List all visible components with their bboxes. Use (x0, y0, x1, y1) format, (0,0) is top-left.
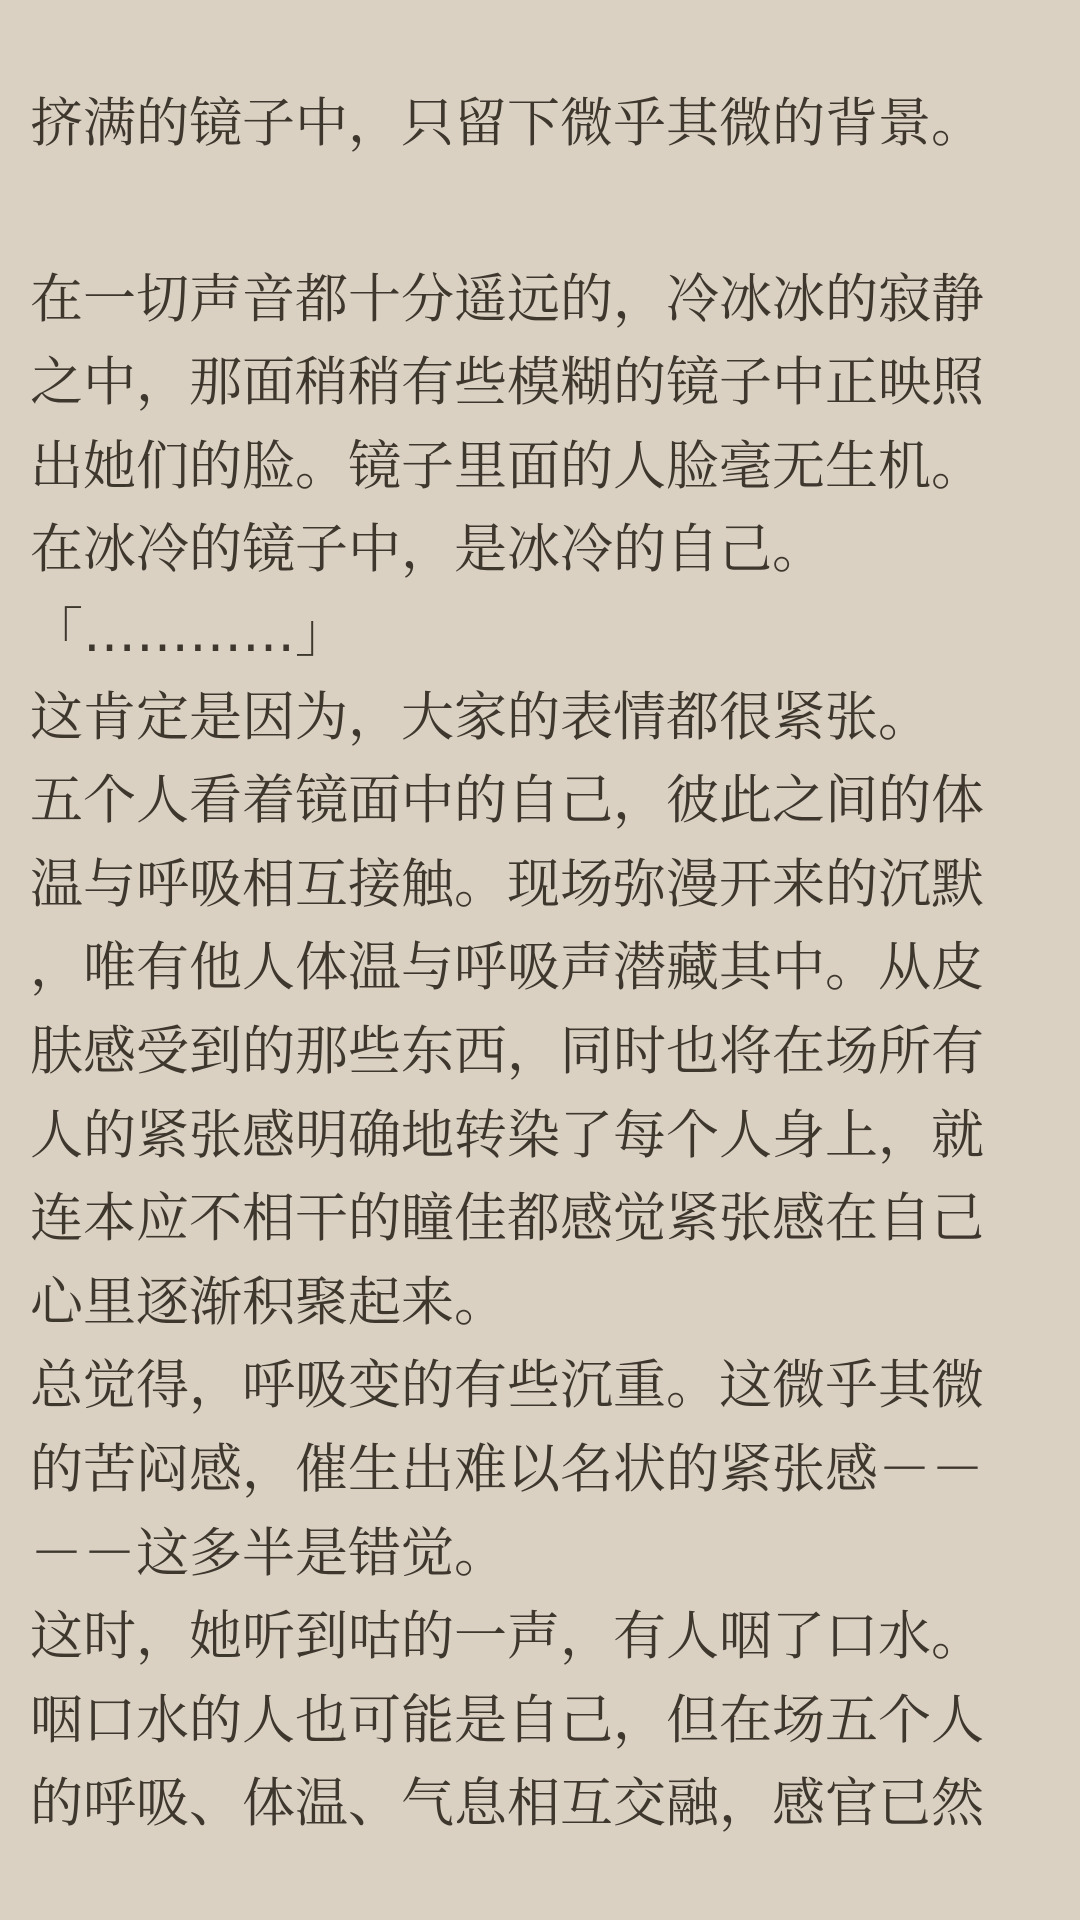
text-line: 连本应不相干的瞳佳都感觉紧张感在自己 (30, 1188, 984, 1250)
text-line: 肤感受到的那些东西，同时也将在场所有 (30, 1020, 984, 1082)
text-line: 总觉得，呼吸变的有些沉重。这微乎其微 (30, 1355, 984, 1417)
text-line: 出她们的脸。镜子里面的人脸毫无生机。 (30, 435, 984, 497)
text-line: 这时，她听到咕的一声，有人咽了口水。 (30, 1606, 984, 1668)
paragraph-spacer (30, 166, 1050, 258)
text-line: 的呼吸、体温、气息相互交融，感官已然 (30, 1773, 984, 1835)
novel-text-block (30, 82, 1050, 1846)
text-line: 「…………」 (30, 602, 348, 664)
text-line: 之中，那面稍稍有些模糊的镜子中正映照 (30, 352, 984, 414)
text-line: 五个人看着镜面中的自己，彼此之间的体 (30, 770, 984, 832)
text-line: 心里逐渐积聚起来。 (30, 1271, 507, 1333)
text-line: 人的紧张感明确地转染了每个人身上，就 (30, 1104, 984, 1166)
text-line: 在冰冷的镜子中，是冰冷的自己。 (30, 519, 825, 581)
text-line: 的苦闷感，催生出难以名状的紧张感－－ (30, 1438, 984, 1500)
text-line: 这肯定是因为，大家的表情都很紧张。 (30, 686, 931, 748)
text-line: －－这多半是错觉。 (30, 1522, 507, 1584)
text-line: 在一切声音都十分遥远的，冷冰冰的寂静 (30, 268, 984, 330)
text-line: 挤满的镜子中，只留下微乎其微的背景。 (30, 93, 984, 154)
text-line: ，唯有他人体温与呼吸声潜藏其中。从皮 (30, 937, 984, 999)
text-line: 温与呼吸相互接触。现场弥漫开来的沉默 (30, 853, 984, 915)
text-line: 咽口水的人也可能是自己，但在场五个人 (30, 1689, 984, 1751)
